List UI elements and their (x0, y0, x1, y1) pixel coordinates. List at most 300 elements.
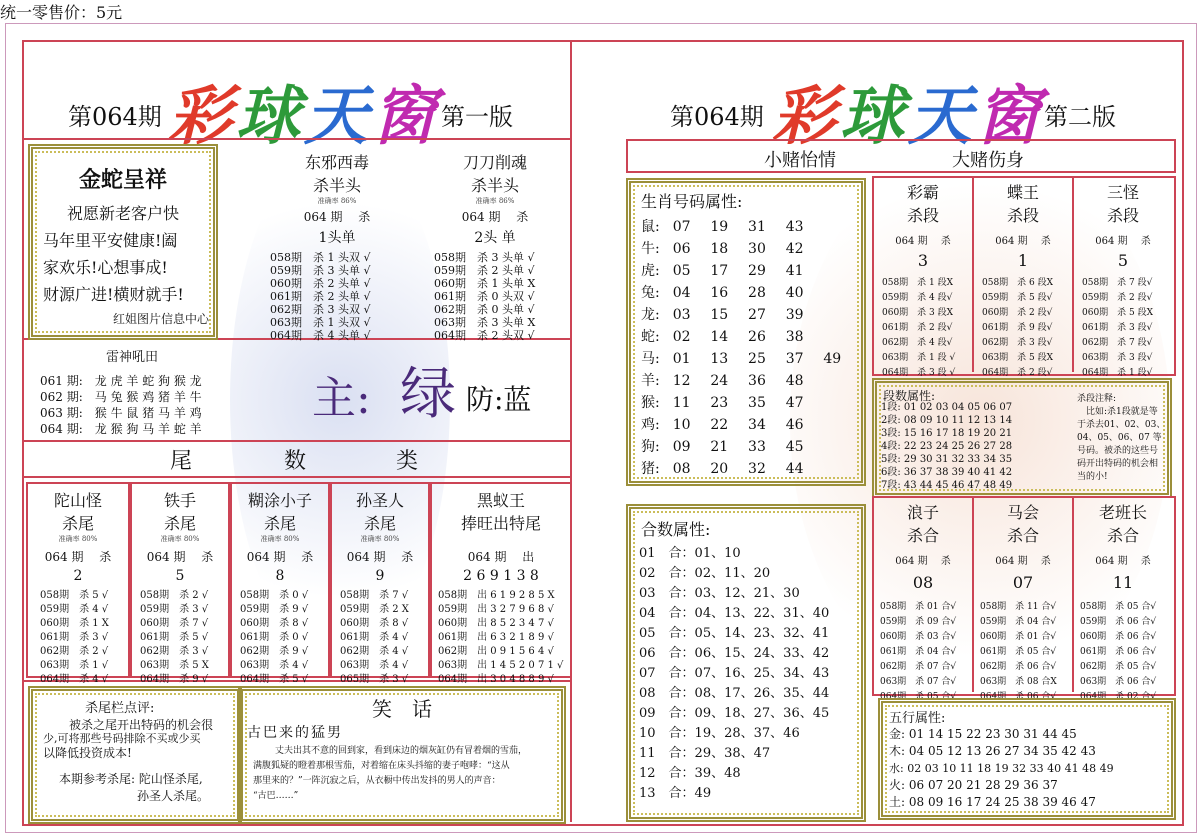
history-row: 060期 出 8 5 2 3 4 7 √ (438, 618, 554, 629)
history-row: 064期 出 3 0 4 8 8 9 √ (438, 674, 554, 685)
history-row: 060期 杀 03 合√ (880, 632, 957, 642)
zodiac-number: 27 (748, 307, 766, 323)
comment-box (28, 686, 242, 824)
duan-row: 3段: 15 16 17 18 19 20 21 (881, 428, 1013, 439)
logo-char: 天 (304, 79, 368, 154)
panel-subtitle: 杀半头 (470, 176, 519, 195)
zodiac-number (823, 370, 861, 392)
page1-edition: 第一版 (441, 103, 513, 131)
zodiac-label: 马: (641, 351, 660, 367)
history-row: 064期 杀 4 头单 √ (270, 329, 371, 342)
box-subtitle: 杀合 (1006, 526, 1039, 545)
zodiac-label: 猴: (641, 395, 660, 411)
accuracy-rate: 准确率 86% (317, 197, 357, 205)
slogan-left: 小赌怡情 (764, 150, 836, 171)
history-row: 061期 杀 9 段√ (982, 323, 1053, 333)
issue-line: 064 期 杀 (44, 550, 112, 564)
history-row: 058期 杀 05 合√ (1080, 602, 1157, 612)
logo-char: 彩 (772, 79, 836, 154)
zodiac-row: 064 期: 龙 猴 狗 马 羊 蛇 羊 (40, 422, 202, 436)
column-title: 铁手 (163, 491, 196, 510)
duan-row: 2段: 08 09 10 11 12 13 14 (881, 415, 1013, 426)
history-row: 060期 杀 2 头单 √ (270, 277, 371, 290)
duan-box (874, 178, 972, 378)
sum-row: 12 合：39、48 (639, 766, 741, 781)
zodiac-number-row (641, 260, 861, 282)
history-row: 059期 杀 4 段√ (882, 293, 953, 303)
history-row: 061期 杀 05 合√ (980, 647, 1057, 657)
divider (24, 440, 570, 442)
accuracy-rate: 准确率 80% (360, 535, 400, 543)
logo-char: 天 (908, 79, 972, 154)
history-row: 061期 杀 06 合√ (1080, 647, 1157, 657)
prediction-result: 11 (1112, 573, 1134, 592)
dongxie-panel (262, 150, 412, 342)
prediction-result: 3 (917, 251, 929, 270)
history-row: 064期 杀 3 段 √ (882, 368, 956, 378)
history-row: 064期 杀 06 合√ (980, 692, 1057, 702)
comment-reference: 孙圣人杀尾。 (137, 789, 210, 803)
joke-heading: 古巴来的猛男 (247, 725, 343, 741)
zodiac-number: 23 (710, 395, 729, 411)
history-row: 063期 杀 4 √ (340, 660, 409, 671)
zodiac-number (823, 282, 861, 304)
tail-column (130, 482, 230, 685)
sum-row: 07 合：07、16、25、34、43 (639, 666, 830, 681)
zodiac-number: 38 (785, 329, 804, 345)
history-row: 059期 杀 3 头单 √ (270, 264, 371, 277)
duan-note-line: 当的小! (1077, 472, 1108, 482)
sum-row: 11 合：29、38、47 (639, 746, 771, 761)
zodiac-label: 蛇: (641, 329, 660, 345)
he-box (1074, 498, 1172, 702)
box-subtitle: 杀段 (906, 206, 939, 225)
duan-note-line: 比如:杀1段就是等 (1077, 407, 1158, 417)
greeting-title: 金蛇呈祥 (78, 167, 167, 193)
history-row: 060期 杀 7 √ (140, 618, 209, 629)
duan-row: 7段: 43 44 45 46 47 48 49 (881, 480, 1013, 491)
zodiac-number-row (641, 326, 861, 348)
zodiac-label: 龙: (641, 307, 660, 323)
zodiac-number: 11 (672, 395, 691, 411)
prediction-result: 9 (375, 568, 385, 584)
duan-box (974, 178, 1072, 378)
issue-line: 064 期 杀 (895, 556, 951, 567)
prediction-result: 2 6 9 1 3 8 (463, 568, 539, 584)
duan-row: 5段: 29 30 31 32 33 34 35 (881, 454, 1013, 465)
zodiac-number: 13 (710, 351, 729, 367)
zodiac-number (823, 216, 861, 238)
history-row: 063期 杀 06 合√ (1080, 677, 1157, 687)
duan-note-line: 杀段注释: (1077, 394, 1117, 404)
history-row: 061期 出 6 3 2 1 8 9 √ (438, 632, 554, 643)
zodiac-number: 30 (748, 241, 766, 257)
zodiac-number: 34 (748, 417, 766, 433)
zodiac-number (823, 238, 861, 260)
column-title: 黑蚁王 (476, 491, 525, 510)
zodiac-box (626, 178, 866, 486)
zodiac-label: 鸡: (641, 417, 660, 433)
history-row: 061期 杀 04 合√ (880, 647, 957, 657)
history-row: 063期 杀 1 段 √ (882, 353, 956, 363)
greeting-line: 马年里平安健康!阖 (43, 231, 178, 250)
zodiac-number: 43 (785, 219, 804, 235)
history-row: 063期 杀 1 头双 √ (270, 316, 371, 329)
history-row: 058期 杀 1 头双 √ (270, 251, 371, 264)
history-row: 063期 杀 07 合√ (880, 677, 957, 687)
box-title: 浪子 (906, 503, 939, 522)
joke-title: 笑 话 (372, 697, 432, 721)
history-row: 060期 杀 06 合√ (1080, 632, 1157, 642)
issue-line: 064 期 杀 (1095, 236, 1151, 247)
column-subtitle: 杀尾 (263, 514, 296, 533)
tail-column (230, 482, 330, 685)
daodao-panel (420, 150, 570, 342)
zodiac-number-row (641, 348, 861, 370)
history-row: 058期 杀 2 √ (140, 590, 209, 601)
zodiac-number: 12 (672, 373, 691, 389)
history-row: 062期 杀 06 合√ (980, 662, 1057, 672)
issue-line: 064 期 杀 (995, 556, 1051, 567)
sum-row: 06 合：06、15、24、33、42 (639, 646, 830, 661)
prediction-result: 5 (175, 568, 185, 584)
prediction-result: 1 (1017, 251, 1029, 270)
logo-char: 球 (840, 79, 904, 154)
greeting-sign: 红姐图片信息中心 (112, 312, 209, 326)
sum-row: 10 合：19、28、37、46 (639, 726, 800, 741)
zodiac-title: 生肖号码属性: (641, 192, 743, 211)
zodiac-number: 15 (710, 307, 729, 323)
duan-note-line: 04、05、06、07 等 (1077, 433, 1162, 443)
history-row: 061期 杀 2 头单 √ (270, 290, 371, 303)
prediction-result: 1头单 (318, 230, 356, 246)
panel-title: 雷神吼田 (106, 350, 159, 365)
column-subtitle: 杀尾 (163, 514, 196, 533)
history-row: 062期 杀 0 头单 √ (434, 303, 535, 316)
history-row: 061期 杀 4 √ (340, 632, 409, 643)
zodiac-number: 40 (785, 285, 804, 301)
zodiac-number: 28 (748, 285, 766, 301)
zodiac-number: 36 (748, 373, 766, 389)
comment-line: 少,可将那些号码排除不买或少买 (43, 732, 201, 745)
zodiac-label: 虎: (641, 263, 660, 279)
box-subtitle: 杀段 (1006, 206, 1039, 225)
history-row: 058期 杀 6 段X (982, 278, 1054, 288)
zodiac-number: 07 (672, 219, 691, 235)
zodiac-number (823, 392, 861, 414)
zodiac-number (823, 414, 861, 436)
zodiac-number: 44 (785, 461, 804, 477)
joke-line: 那里来的？”一阵沉寂之后，从衣橱中传出发抖的男人的声音： (253, 776, 501, 786)
history-row: 060期 杀 01 合√ (980, 632, 1057, 642)
sum-row: 13 合：49 (639, 786, 712, 801)
history-row: 061期 杀 5 √ (140, 632, 209, 643)
history-row: 062期 杀 05 合√ (1080, 662, 1157, 672)
zodiac-number: 26 (748, 329, 766, 345)
history-row: 063期 杀 5 X (140, 660, 209, 671)
page2-issue: 第064期 (670, 103, 764, 131)
accuracy-rate: 准确率 86% (475, 197, 515, 205)
column-title: 孙圣人 (355, 491, 404, 510)
history-row: 059期 杀 2 X (340, 604, 409, 615)
history-row: 061期 杀 0 头双 √ (434, 290, 535, 303)
zodiac-number: 21 (710, 439, 729, 455)
duan-row: 4段: 22 23 24 25 26 27 28 (881, 441, 1013, 452)
history-row: 064期 杀 05 合√ (880, 692, 957, 702)
sum-row: 05 合：05、14、23、32、41 (639, 626, 830, 641)
duan-attr-title: 段数属性: (883, 389, 936, 403)
zodiac-number-row (641, 282, 861, 304)
duan-attr-box (872, 378, 1172, 498)
prediction-result: 08 (912, 573, 934, 592)
history-row: 062期 杀 4 段√ (882, 338, 953, 348)
history-row: 061期 杀 3 √ (40, 632, 109, 643)
joke-line: 满腹狐疑的瞪着那根雪茄，对着缩在床头抖缩的妻子咆哮：“这从 (253, 761, 510, 771)
history-row: 062期 杀 9 √ (240, 646, 309, 657)
column-title: 糊涂小子 (247, 491, 312, 510)
retail-price: 统一零售价：5元 (0, 3, 123, 22)
zodiac-label: 鼠: (641, 219, 660, 235)
wuxing-row: 金: 01 14 15 22 23 30 31 44 45 (889, 727, 1077, 741)
history-row: 060期 杀 1 X (40, 618, 109, 629)
issue-line: 064 期 杀 (995, 236, 1051, 247)
wuxing-box (878, 698, 1176, 820)
history-row: 062期 杀 3 段√ (982, 338, 1053, 348)
joke-line: 丈夫出其不意的回到家，看到床边的烟灰缸仍有冒着烟的雪茄， (275, 746, 528, 756)
history-row: 060期 杀 8 √ (340, 618, 409, 629)
zodiac-number: 06 (672, 241, 691, 257)
history-row: 060期 杀 5 段X (1082, 308, 1154, 318)
leishen-panel (40, 346, 280, 437)
wuxing-row: 水: 02 03 10 11 18 19 32 33 40 41 48 49 (889, 762, 1114, 775)
zodiac-number (823, 458, 861, 480)
history-row: 063期 杀 3 段√ (1082, 353, 1153, 363)
issue-line: 064 期 出 (467, 550, 535, 564)
history-row: 062期 杀 07 合√ (880, 662, 957, 672)
duan-box (1074, 178, 1172, 378)
page2-edition: 第二版 (1044, 103, 1116, 131)
box-subtitle: 杀合 (1106, 526, 1139, 545)
history-row: 060期 杀 1 头单 X (434, 277, 536, 290)
zodiac-number: 29 (748, 263, 766, 279)
history-row: 062期 杀 4 √ (340, 646, 409, 657)
tail-column-special (430, 482, 572, 685)
zodiac-row: 062 期: 马 兔 猴 鸡 猪 羊 牛 (40, 390, 202, 404)
history-row: 059期 杀 5 段√ (982, 293, 1053, 303)
history-row: 064期 杀 2 段√ (982, 368, 1053, 378)
wuxing-title: 五行属性: (889, 711, 946, 726)
history-row: 058期 出 6 1 9 2 8 5 X (438, 590, 555, 601)
wuxing-row: 土: 08 09 16 17 24 25 38 39 46 47 (889, 795, 1096, 809)
history-row: 063期 杀 1 √ (40, 660, 109, 671)
zodiac-label: 猪: (641, 461, 660, 477)
issue-line: 064 期 杀 (1095, 556, 1151, 567)
he-box (874, 498, 972, 702)
history-row: 065期 杀 3 √ (340, 674, 409, 685)
issue-line: 064 期 杀 (246, 550, 314, 564)
tail-column (330, 482, 430, 685)
tail-column (26, 482, 130, 685)
history-row: 059期 杀 4 √ (40, 604, 109, 615)
history-row: 058期 杀 7 √ (340, 590, 409, 601)
center-divider (570, 40, 572, 822)
history-row: 058期 杀 0 √ (240, 590, 309, 601)
zodiac-number: 49 (823, 351, 842, 367)
history-row: 062期 出 0 9 1 5 6 4 √ (438, 646, 554, 657)
history-row: 064期 杀 1 段√ (1082, 368, 1153, 378)
panel-title: 东邪西毒 (304, 153, 369, 172)
history-row: 059期 杀 04 合√ (980, 617, 1057, 627)
sum-row: 09 合：09、18、27、36、45 (639, 706, 830, 721)
box-title: 彩霸 (906, 183, 939, 202)
zodiac-number-row (641, 392, 861, 414)
section-title-char: 尾 (170, 449, 193, 474)
box-subtitle: 杀段 (1106, 206, 1139, 225)
accuracy-rate: 准确率 80% (260, 535, 300, 543)
history-row: 059期 杀 3 √ (140, 604, 209, 615)
history-row: 064期 杀 9 √ (140, 674, 209, 685)
zodiac-number: 39 (785, 307, 804, 323)
history-row: 059期 杀 06 合√ (1080, 617, 1157, 627)
history-row: 058期 杀 5 √ (40, 590, 109, 601)
section-title-char: 数 (284, 449, 307, 474)
zodiac-number: 10 (672, 417, 691, 433)
history-row: 059期 杀 9 √ (240, 604, 309, 615)
zodiac-number: 31 (748, 219, 766, 235)
accuracy-rate: 准确率 80% (58, 535, 98, 543)
zodiac-number: 47 (785, 395, 804, 411)
history-row: 058期 杀 3 头单 √ (434, 251, 535, 264)
zodiac-number: 08 (672, 461, 691, 477)
history-row: 059期 杀 09 合√ (880, 617, 957, 627)
history-row: 064期 杀 2 头双 √ (434, 329, 535, 342)
comment-line: 以降低投资成本! (43, 746, 132, 760)
sum-row: 08 合：08、17、26、35、44 (639, 686, 830, 701)
duan-row: 6段: 36 37 38 39 40 41 42 (881, 467, 1013, 478)
zodiac-number: 22 (710, 417, 729, 433)
divider (24, 138, 570, 140)
joke-line: “古巴……” (253, 791, 299, 801)
prediction-result: 2 (73, 568, 83, 584)
zodiac-number: 45 (785, 439, 804, 455)
greeting-line: 祝愿新老客户快 (67, 204, 180, 223)
zodiac-number: 37 (785, 351, 804, 367)
history-row: 061期 杀 0 √ (240, 632, 309, 643)
prediction-result: 8 (275, 568, 285, 584)
sum-row: 02 合：02、11、20 (639, 566, 771, 581)
issue-line: 064 期 杀 (346, 550, 414, 564)
slogan-banner (626, 139, 1176, 173)
history-row: 064期 杀 5 √ (240, 674, 309, 685)
duan-row: 1段: 01 02 03 04 05 06 07 (881, 402, 1013, 413)
zodiac-number: 09 (672, 439, 691, 455)
main-color-label: 主: (312, 373, 371, 424)
column-title: 陀山怪 (53, 491, 102, 510)
panel-subtitle: 杀半头 (312, 176, 361, 195)
zodiac-number (823, 436, 861, 458)
zodiac-number: 02 (672, 329, 691, 345)
panel-title: 刀刀削魂 (462, 153, 527, 172)
history-row: 060期 杀 2 段√ (982, 308, 1053, 318)
zodiac-number: 42 (785, 241, 804, 257)
column-subtitle: 杀尾 (363, 514, 396, 533)
zodiac-number (823, 304, 861, 326)
column-subtitle: 捧旺出特尾 (460, 514, 541, 533)
divider (24, 476, 570, 478)
zodiac-number-row (641, 458, 861, 480)
zodiac-row: 061 期: 龙 虎 羊 蛇 狗 猴 龙 (40, 374, 202, 388)
zodiac-number: 18 (710, 241, 729, 257)
sum-row: 04 合：04、13、22、31、40 (639, 606, 830, 621)
zodiac-number: 14 (710, 329, 729, 345)
history-row: 060期 杀 8 √ (240, 618, 309, 629)
comment-reference: 本期参考杀尾: 陀山怪杀尾, (59, 772, 203, 786)
issue-line: 064 期 杀 (303, 210, 371, 224)
history-row: 059期 杀 2 头单 √ (434, 264, 535, 277)
box-title: 老班长 (1098, 503, 1147, 522)
greeting-line: 家欢乐!心想事成! (43, 258, 168, 277)
backup-color: 防:蓝 (466, 383, 532, 416)
prediction-result: 2头 单 (474, 230, 516, 246)
zodiac-number: 32 (748, 461, 766, 477)
history-row: 058期 杀 01 合√ (880, 602, 957, 612)
prediction-result: 07 (1012, 573, 1034, 592)
issue-line: 064 期 杀 (461, 210, 529, 224)
page1-issue: 第064期 (68, 103, 162, 131)
zodiac-number-row (641, 304, 861, 326)
history-row: 062期 杀 3 头双 √ (270, 303, 371, 316)
history-row: 062期 杀 3 √ (140, 646, 209, 657)
history-row: 061期 杀 3 段√ (1082, 323, 1153, 333)
zodiac-number: 41 (785, 263, 804, 279)
history-row: 063期 杀 08 合X (980, 677, 1057, 687)
zodiac-number: 35 (748, 395, 766, 411)
zodiac-label: 狗: (641, 439, 660, 455)
zodiac-number-row (641, 414, 861, 436)
history-row: 063期 杀 5 段X (982, 353, 1054, 363)
zodiac-number: 46 (785, 417, 804, 433)
sum-row: 03 合：03、12、21、30 (639, 586, 800, 601)
history-row: 058期 杀 11 合√ (980, 602, 1057, 612)
sum-box (626, 504, 866, 822)
zodiac-number (823, 260, 861, 282)
sum-row: 01 合：01、10 (639, 546, 741, 561)
joke-box (238, 686, 566, 824)
history-row: 063期 出 1 4 5 2 0 7 1 √ (438, 660, 564, 671)
zodiac-number: 04 (672, 285, 691, 301)
issue-line: 064 期 杀 (895, 236, 951, 247)
history-row: 063期 杀 3 头单 X (434, 316, 536, 329)
logo-char: 彩 (168, 79, 232, 154)
history-row: 058期 杀 7 段√ (1082, 278, 1153, 288)
logo-char: 窗 (976, 79, 1040, 154)
prediction-result: 5 (1117, 251, 1129, 270)
box-title: 三怪 (1106, 183, 1139, 202)
wuxing-row: 木: 04 05 12 13 26 27 34 35 42 43 (889, 744, 1096, 758)
zodiac-label: 羊: (641, 373, 660, 389)
zodiac-number: 17 (710, 263, 729, 279)
zodiac-number: 20 (710, 461, 729, 477)
logo-char: 球 (236, 79, 300, 154)
zodiac-number: 24 (710, 373, 729, 389)
history-row: 060期 杀 3 段X (882, 308, 954, 318)
history-row: 063期 杀 4 √ (240, 660, 309, 671)
zodiac-number-row (641, 238, 861, 260)
zodiac-number: 19 (710, 219, 729, 235)
history-row: 064期 杀 4 √ (40, 674, 109, 685)
history-row: 061期 杀 2 段√ (882, 323, 953, 333)
greeting-line: 财源广进!横财就手! (43, 285, 184, 304)
